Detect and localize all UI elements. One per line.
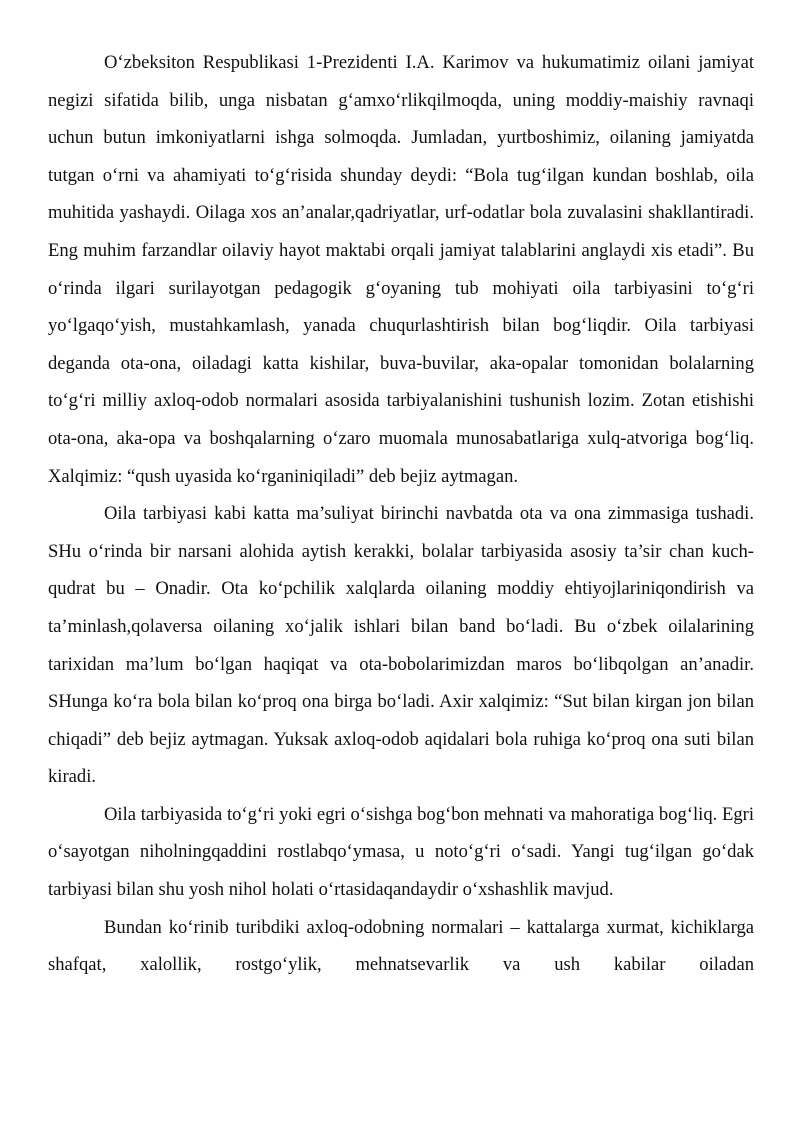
document-page [48,44,754,984]
paragraph-4: Bundan ko‘rinib turibdiki axloq-odobning normalari – kattalarga xurmat, kichiklarga shafqat, xalollik, rostgo‘ylik, mehnatsevarlik va ush kabilar oiladan [48,916,754,976]
paragraph-2: Oila tarbiyasi kabi katta ma’suliyat birinchi navbatda ota va ona zimmasiga tushadi. SHu o‘rinda bir narsani alohida aytish kerakki, bolalar tarbiyasida asosiy ta’sir chan kuch-qudrat bu – Onadir. Ota ko‘pchilik xalqlarda oilaning moddiy ehtiyojlariniqondirish va ta’minlash,qolaversa oilaning xo‘jalik ishlari bilan band bo‘ladi. Bu o‘zbek oilalarining tarixidan ma’lum bo‘lgan haqiqat va ota-bobolarimizdan maros bo‘libqolgan an’anadir. SHunga ko‘ra bola bilan ko‘proq ona birga bo‘ladi. Axir xalqimiz: “Sut bilan kirgan jon bilan chiqadi” deb bejiz aytmagan. Yuksak axloq-odob aqidalari bola ruhiga ko‘proq ona suti bilan kiradi. [48,503,754,788]
paragraph-1: O‘zbeksiton Respublikasi 1-Prezidenti I.A. Karimov va hukumatimiz oilani jamiyat negizi sifatida bilib, unga nisbatan g‘amxo‘rlikqilmoqda, uning moddiy-maishiy ravnaqi uchun butun imkoniyatlarni ishga solmoqda. Jumladan, yurtboshimiz, oilaning jamiyatda tutgan o‘rni va ahamiyati to‘g‘risida shunday deydi: “Bola tug‘ilgan kundan boshlab, oila muhitida yashaydi. Oilaga xos an’analar,qadriyatlar, urf-odatlar bola zuvalasini shakllantiradi. Eng muhim farzandlar oilaviy hayot maktabi orqali jamiyat talablarini anglaydi xis etadi”. Bu o‘rinda ilgari surilayotgan pedagogik g‘oyaning tub mohiyati oila tarbiyasini to‘g‘ri yo‘lgaqo‘yish, mustahkamlash, yanada chuqurlashtirish bilan bog‘liqdir. Oila tarbiyasi deganda ota-ona, oiladagi katta kishilar, buva-buvilar, aka-opalar tomonidan bolalarning to‘g‘ri milliy axloq-odob normalari asosida tarbiyalanishini tushunish lozim. Zotan etishishi ota-ona, aka-opa va boshqalarning o‘zaro muomala munosabatlariga xulq-atvoriga bog‘liq. Xalqimiz: “qush uyasida ko‘rganiniqiladi” deb bejiz aytmagan. [48,52,754,487]
paragraph-3: Oila tarbiyasida to‘g‘ri yoki egri o‘sishga bog‘bon mehnati va mahoratiga bog‘liq. Egri o‘sayotgan niholningqaddini rostlabqo‘ymasa, u noto‘g‘ri o‘sadi. Yangi tug‘ilgan go‘dak tarbiyasi bilan shu yosh nihol holati o‘rtasidaqandaydir o‘xshashlik mavjud. [48,803,754,901]
